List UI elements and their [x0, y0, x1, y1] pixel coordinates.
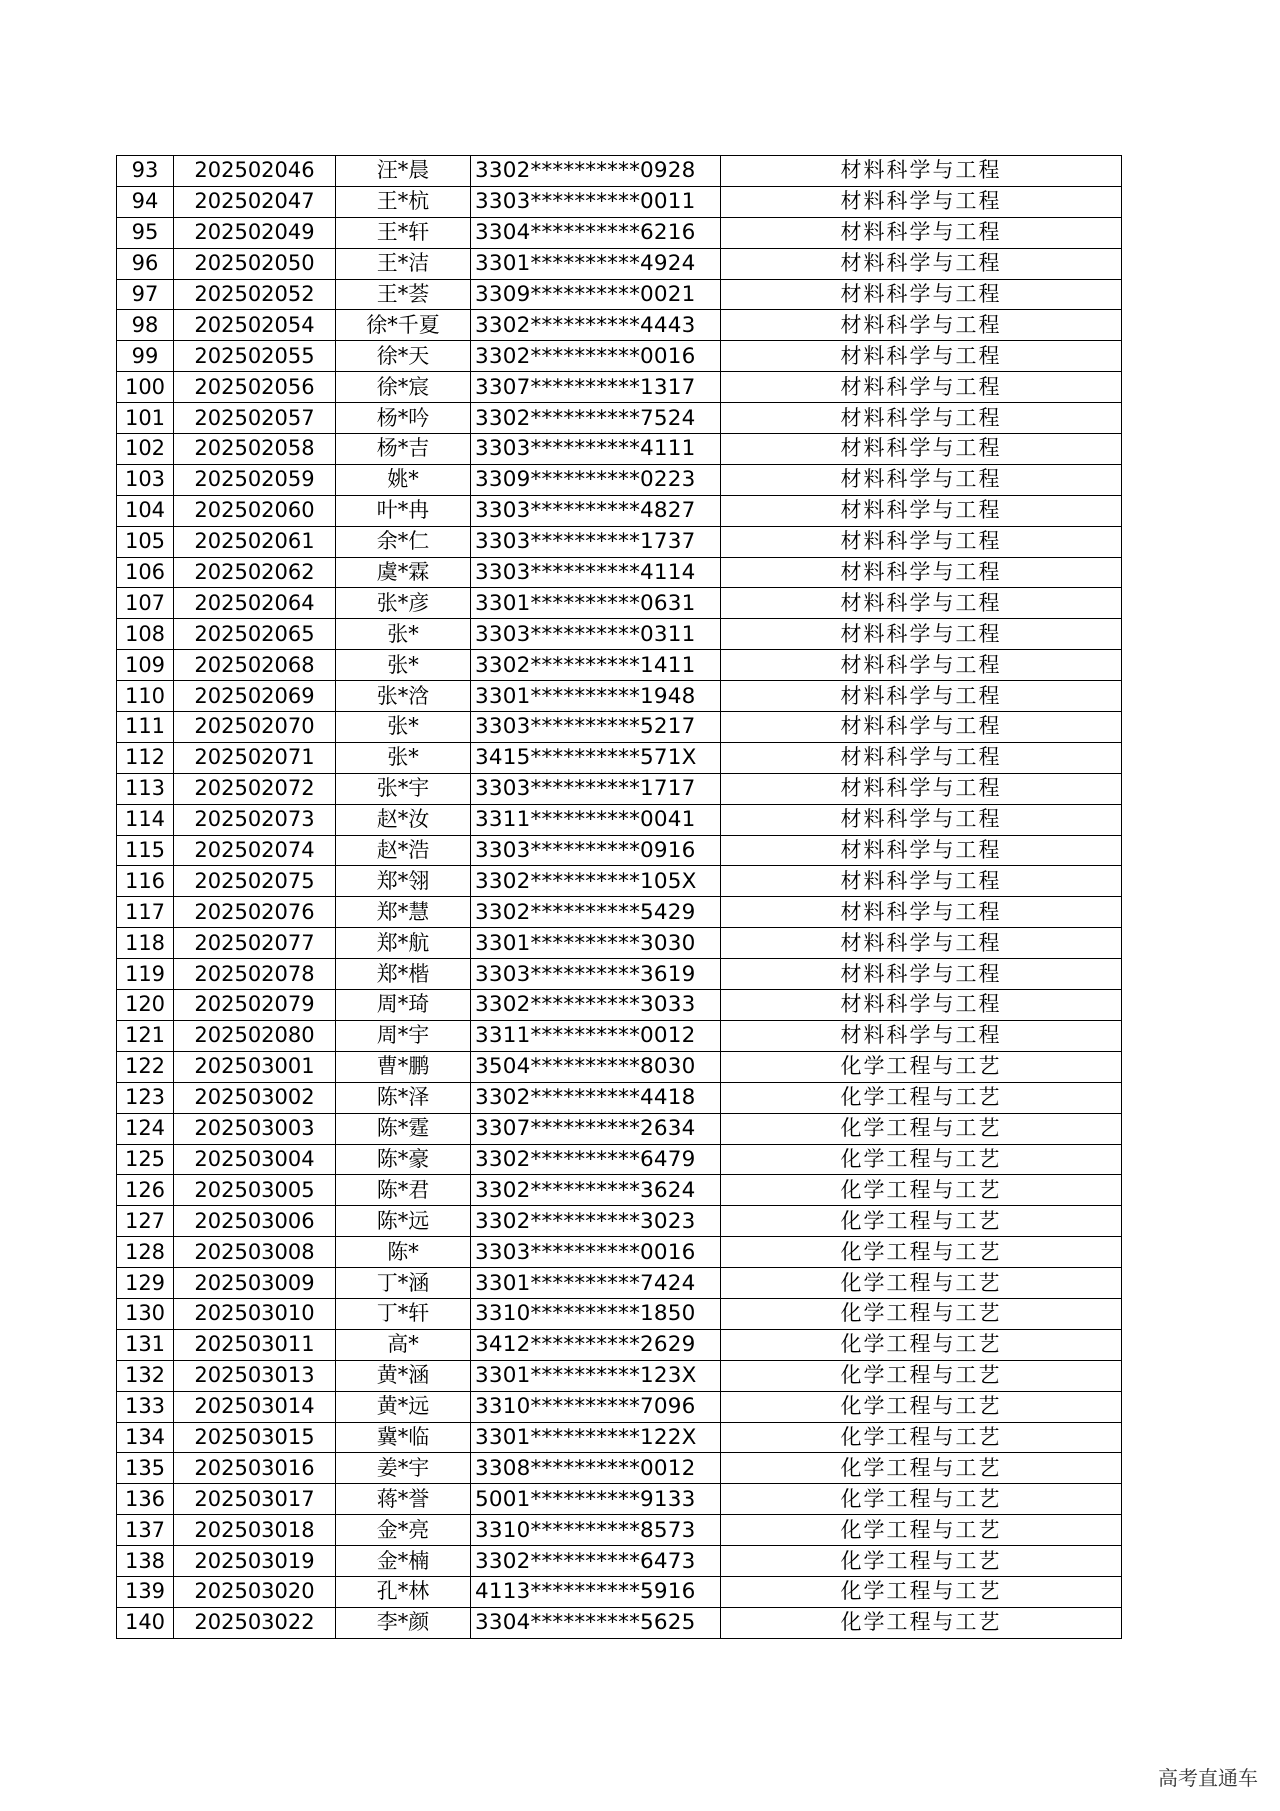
student-name: 姚*	[336, 464, 471, 495]
id-card-number: 3412**********2629	[471, 1329, 721, 1360]
student-id: 202502047	[174, 186, 336, 217]
student-name: 郑*翎	[336, 866, 471, 897]
id-card-number: 3302**********5429	[471, 897, 721, 928]
student-id: 202502059	[174, 464, 336, 495]
id-card-number: 3302**********0016	[471, 341, 721, 372]
major: 化学工程与工艺	[721, 1422, 1122, 1453]
major: 材料科学与工程	[721, 248, 1122, 279]
student-id: 202502060	[174, 495, 336, 526]
id-card-number: 3303**********4827	[471, 495, 721, 526]
id-card-number: 3311**********0012	[471, 1020, 721, 1051]
student-id: 202502077	[174, 928, 336, 959]
major: 化学工程与工艺	[721, 1175, 1122, 1206]
id-card-number: 3309**********0021	[471, 279, 721, 310]
student-name: 黄*远	[336, 1391, 471, 1422]
id-card-number: 3302**********4443	[471, 310, 721, 341]
student-id: 202503015	[174, 1422, 336, 1453]
student-id: 202502074	[174, 835, 336, 866]
major: 材料科学与工程	[721, 866, 1122, 897]
table-row	[117, 650, 1122, 681]
id-card-number: 3302**********6473	[471, 1546, 721, 1577]
row-number: 124	[117, 1113, 174, 1144]
table-row	[117, 1237, 1122, 1268]
major: 化学工程与工艺	[721, 1082, 1122, 1113]
student-id: 202503013	[174, 1360, 336, 1391]
table-row	[117, 217, 1122, 248]
row-number: 129	[117, 1268, 174, 1299]
table-row	[117, 1082, 1122, 1113]
student-name: 丁*轩	[336, 1298, 471, 1329]
row-number: 100	[117, 372, 174, 403]
major: 化学工程与工艺	[721, 1144, 1122, 1175]
major: 化学工程与工艺	[721, 1453, 1122, 1484]
student-name: 徐*千夏	[336, 310, 471, 341]
student-name: 杨*吉	[336, 434, 471, 465]
table-row	[117, 1298, 1122, 1329]
table-row	[117, 526, 1122, 557]
major: 材料科学与工程	[721, 959, 1122, 990]
table-row	[117, 588, 1122, 619]
id-card-number: 3303**********4111	[471, 434, 721, 465]
student-roster-table	[116, 155, 1122, 1639]
student-id: 202502049	[174, 217, 336, 248]
major: 化学工程与工艺	[721, 1515, 1122, 1546]
major: 化学工程与工艺	[721, 1607, 1122, 1638]
id-card-number: 3303**********0011	[471, 186, 721, 217]
student-id: 202503003	[174, 1113, 336, 1144]
row-number: 136	[117, 1484, 174, 1515]
row-number: 104	[117, 495, 174, 526]
major: 材料科学与工程	[721, 217, 1122, 248]
student-id: 202502079	[174, 990, 336, 1021]
id-card-number: 3301**********0631	[471, 588, 721, 619]
major: 化学工程与工艺	[721, 1546, 1122, 1577]
table-row	[117, 310, 1122, 341]
student-name: 陈*豪	[336, 1144, 471, 1175]
id-card-number: 3303**********0916	[471, 835, 721, 866]
major: 化学工程与工艺	[721, 1298, 1122, 1329]
id-card-number: 3302**********6479	[471, 1144, 721, 1175]
major: 化学工程与工艺	[721, 1484, 1122, 1515]
row-number: 131	[117, 1329, 174, 1360]
table-row	[117, 1051, 1122, 1082]
major: 化学工程与工艺	[721, 1113, 1122, 1144]
row-number: 110	[117, 681, 174, 712]
student-id: 202502078	[174, 959, 336, 990]
table-row	[117, 1576, 1122, 1607]
student-id: 202502076	[174, 897, 336, 928]
id-card-number: 3311**********0041	[471, 804, 721, 835]
student-id: 202502062	[174, 557, 336, 588]
major: 材料科学与工程	[721, 588, 1122, 619]
student-name: 王*轩	[336, 217, 471, 248]
student-name: 王*杭	[336, 186, 471, 217]
student-id: 202502075	[174, 866, 336, 897]
student-name: 张*	[336, 650, 471, 681]
major: 化学工程与工艺	[721, 1391, 1122, 1422]
student-id: 202502058	[174, 434, 336, 465]
student-id: 202502046	[174, 156, 336, 187]
row-number: 120	[117, 990, 174, 1021]
id-card-number: 3307**********1317	[471, 372, 721, 403]
row-number: 106	[117, 557, 174, 588]
id-card-number: 3310**********7096	[471, 1391, 721, 1422]
student-id: 202502080	[174, 1020, 336, 1051]
major: 材料科学与工程	[721, 742, 1122, 773]
student-name: 张*	[336, 742, 471, 773]
id-card-number: 3302**********105X	[471, 866, 721, 897]
major: 材料科学与工程	[721, 897, 1122, 928]
student-name: 金*楠	[336, 1546, 471, 1577]
row-number: 103	[117, 464, 174, 495]
major: 材料科学与工程	[721, 990, 1122, 1021]
major: 材料科学与工程	[721, 557, 1122, 588]
major: 化学工程与工艺	[721, 1237, 1122, 1268]
id-card-number: 3309**********0223	[471, 464, 721, 495]
row-number: 138	[117, 1546, 174, 1577]
major: 化学工程与工艺	[721, 1360, 1122, 1391]
table-row	[117, 434, 1122, 465]
student-id: 202503004	[174, 1144, 336, 1175]
table-row	[117, 1175, 1122, 1206]
id-card-number: 3310**********8573	[471, 1515, 721, 1546]
table-row	[117, 557, 1122, 588]
major: 材料科学与工程	[721, 464, 1122, 495]
table-row	[117, 341, 1122, 372]
table-row	[117, 1020, 1122, 1051]
row-number: 97	[117, 279, 174, 310]
row-number: 118	[117, 928, 174, 959]
row-number: 117	[117, 897, 174, 928]
student-id: 202503022	[174, 1607, 336, 1638]
student-name: 王*洁	[336, 248, 471, 279]
student-id: 202502073	[174, 804, 336, 835]
table-row	[117, 1422, 1122, 1453]
major: 材料科学与工程	[721, 341, 1122, 372]
id-card-number: 3308**********0012	[471, 1453, 721, 1484]
student-name: 赵*浩	[336, 835, 471, 866]
student-name: 张*彦	[336, 588, 471, 619]
major: 材料科学与工程	[721, 835, 1122, 866]
id-card-number: 3415**********571X	[471, 742, 721, 773]
roster-body	[117, 156, 1122, 1639]
id-card-number: 3302**********1411	[471, 650, 721, 681]
table-row	[117, 186, 1122, 217]
table-row	[117, 1546, 1122, 1577]
row-number: 99	[117, 341, 174, 372]
student-name: 周*宇	[336, 1020, 471, 1051]
table-row	[117, 681, 1122, 712]
major: 材料科学与工程	[721, 650, 1122, 681]
student-name: 黄*涵	[336, 1360, 471, 1391]
id-card-number: 3301**********7424	[471, 1268, 721, 1299]
student-name: 赵*汝	[336, 804, 471, 835]
id-card-number: 3303**********1717	[471, 773, 721, 804]
row-number: 95	[117, 217, 174, 248]
student-name: 徐*宸	[336, 372, 471, 403]
row-number: 112	[117, 742, 174, 773]
student-name: 冀*临	[336, 1422, 471, 1453]
table-row	[117, 1360, 1122, 1391]
table-row	[117, 1391, 1122, 1422]
student-id: 202502070	[174, 712, 336, 743]
student-id: 202503002	[174, 1082, 336, 1113]
major: 材料科学与工程	[721, 186, 1122, 217]
major: 材料科学与工程	[721, 372, 1122, 403]
row-number: 101	[117, 403, 174, 434]
table-row	[117, 712, 1122, 743]
student-id: 202503006	[174, 1206, 336, 1237]
id-card-number: 3304**********5625	[471, 1607, 721, 1638]
major: 材料科学与工程	[721, 804, 1122, 835]
student-name: 郑*慧	[336, 897, 471, 928]
student-id: 202503008	[174, 1237, 336, 1268]
major: 化学工程与工艺	[721, 1576, 1122, 1607]
student-name: 余*仁	[336, 526, 471, 557]
row-number: 123	[117, 1082, 174, 1113]
major: 材料科学与工程	[721, 310, 1122, 341]
id-card-number: 3303**********0311	[471, 619, 721, 650]
student-name: 陈*远	[336, 1206, 471, 1237]
id-card-number: 3307**********2634	[471, 1113, 721, 1144]
id-card-number: 3302**********0928	[471, 156, 721, 187]
row-number: 140	[117, 1607, 174, 1638]
student-id: 202502056	[174, 372, 336, 403]
student-id: 202503011	[174, 1329, 336, 1360]
table-row	[117, 1515, 1122, 1546]
table-row	[117, 990, 1122, 1021]
student-name: 汪*晨	[336, 156, 471, 187]
id-card-number: 5001**********9133	[471, 1484, 721, 1515]
student-name: 蒋*誉	[336, 1484, 471, 1515]
student-id: 202503016	[174, 1453, 336, 1484]
row-number: 107	[117, 588, 174, 619]
id-card-number: 3303**********0016	[471, 1237, 721, 1268]
student-name: 高*	[336, 1329, 471, 1360]
id-card-number: 3303**********5217	[471, 712, 721, 743]
student-name: 郑*楷	[336, 959, 471, 990]
student-name: 丁*涵	[336, 1268, 471, 1299]
table-row	[117, 1268, 1122, 1299]
major: 材料科学与工程	[721, 681, 1122, 712]
major: 材料科学与工程	[721, 928, 1122, 959]
table-row	[117, 279, 1122, 310]
major: 材料科学与工程	[721, 712, 1122, 743]
table-row	[117, 897, 1122, 928]
id-card-number: 3302**********7524	[471, 403, 721, 434]
row-number: 108	[117, 619, 174, 650]
row-number: 119	[117, 959, 174, 990]
student-name: 杨*吟	[336, 403, 471, 434]
major: 材料科学与工程	[721, 619, 1122, 650]
student-name: 孔*林	[336, 1576, 471, 1607]
student-id: 202502065	[174, 619, 336, 650]
row-number: 94	[117, 186, 174, 217]
id-card-number: 3301**********3030	[471, 928, 721, 959]
row-number: 122	[117, 1051, 174, 1082]
table-row	[117, 1453, 1122, 1484]
row-number: 139	[117, 1576, 174, 1607]
student-name: 虞*霖	[336, 557, 471, 588]
student-id: 202502055	[174, 341, 336, 372]
table-row	[117, 372, 1122, 403]
table-row	[117, 1607, 1122, 1638]
student-name: 李*颜	[336, 1607, 471, 1638]
row-number: 133	[117, 1391, 174, 1422]
table-row	[117, 1206, 1122, 1237]
major: 材料科学与工程	[721, 773, 1122, 804]
row-number: 135	[117, 1453, 174, 1484]
major: 材料科学与工程	[721, 1020, 1122, 1051]
table-row	[117, 866, 1122, 897]
id-card-number: 3303**********1737	[471, 526, 721, 557]
major: 化学工程与工艺	[721, 1329, 1122, 1360]
row-number: 102	[117, 434, 174, 465]
row-number: 127	[117, 1206, 174, 1237]
row-number: 121	[117, 1020, 174, 1051]
row-number: 114	[117, 804, 174, 835]
student-name: 曹*鹏	[336, 1051, 471, 1082]
row-number: 128	[117, 1237, 174, 1268]
table-row	[117, 835, 1122, 866]
student-name: 张*浛	[336, 681, 471, 712]
student-name: 陈*泽	[336, 1082, 471, 1113]
row-number: 137	[117, 1515, 174, 1546]
row-number: 126	[117, 1175, 174, 1206]
id-card-number: 3303**********3619	[471, 959, 721, 990]
student-id: 202503014	[174, 1391, 336, 1422]
student-id: 202502050	[174, 248, 336, 279]
row-number: 116	[117, 866, 174, 897]
student-id: 202503010	[174, 1298, 336, 1329]
row-number: 98	[117, 310, 174, 341]
student-name: 张*宇	[336, 773, 471, 804]
student-id: 202502054	[174, 310, 336, 341]
student-id: 202502052	[174, 279, 336, 310]
major: 材料科学与工程	[721, 156, 1122, 187]
major: 化学工程与工艺	[721, 1051, 1122, 1082]
student-id: 202502057	[174, 403, 336, 434]
table-row	[117, 619, 1122, 650]
student-id: 202503005	[174, 1175, 336, 1206]
student-name: 姜*宇	[336, 1453, 471, 1484]
id-card-number: 3303**********4114	[471, 557, 721, 588]
row-number: 109	[117, 650, 174, 681]
id-card-number: 3301**********1948	[471, 681, 721, 712]
student-id: 202503020	[174, 1576, 336, 1607]
table-row	[117, 495, 1122, 526]
table-row	[117, 403, 1122, 434]
id-card-number: 4113**********5916	[471, 1576, 721, 1607]
student-name: 金*亮	[336, 1515, 471, 1546]
major: 材料科学与工程	[721, 403, 1122, 434]
table-row	[117, 1484, 1122, 1515]
row-number: 132	[117, 1360, 174, 1391]
student-name: 陈*君	[336, 1175, 471, 1206]
major: 材料科学与工程	[721, 434, 1122, 465]
major: 化学工程与工艺	[721, 1206, 1122, 1237]
student-id: 202502072	[174, 773, 336, 804]
major: 化学工程与工艺	[721, 1268, 1122, 1299]
student-id: 202503017	[174, 1484, 336, 1515]
row-number: 96	[117, 248, 174, 279]
student-name: 张*	[336, 619, 471, 650]
student-name: 叶*冉	[336, 495, 471, 526]
id-card-number: 3302**********3033	[471, 990, 721, 1021]
row-number: 130	[117, 1298, 174, 1329]
id-card-number: 3304**********6216	[471, 217, 721, 248]
major: 材料科学与工程	[721, 526, 1122, 557]
student-name: 周*琦	[336, 990, 471, 1021]
major: 材料科学与工程	[721, 279, 1122, 310]
id-card-number: 3301**********122X	[471, 1422, 721, 1453]
row-number: 105	[117, 526, 174, 557]
student-id: 202503019	[174, 1546, 336, 1577]
student-id: 202502064	[174, 588, 336, 619]
student-id: 202503001	[174, 1051, 336, 1082]
major: 材料科学与工程	[721, 495, 1122, 526]
id-card-number: 3301**********123X	[471, 1360, 721, 1391]
table-row	[117, 1329, 1122, 1360]
table-row	[117, 1113, 1122, 1144]
row-number: 125	[117, 1144, 174, 1175]
row-number: 113	[117, 773, 174, 804]
student-name: 陈*霆	[336, 1113, 471, 1144]
id-card-number: 3310**********1850	[471, 1298, 721, 1329]
student-id: 202502071	[174, 742, 336, 773]
student-name: 陈*	[336, 1237, 471, 1268]
student-name: 王*荟	[336, 279, 471, 310]
student-name: 张*	[336, 712, 471, 743]
id-card-number: 3302**********3624	[471, 1175, 721, 1206]
table-row	[117, 156, 1122, 187]
student-id: 202502068	[174, 650, 336, 681]
row-number: 134	[117, 1422, 174, 1453]
table-row	[117, 742, 1122, 773]
id-card-number: 3504**********8030	[471, 1051, 721, 1082]
student-name: 郑*航	[336, 928, 471, 959]
row-number: 111	[117, 712, 174, 743]
table-row	[117, 959, 1122, 990]
table-row	[117, 804, 1122, 835]
table-row	[117, 928, 1122, 959]
id-card-number: 3302**********4418	[471, 1082, 721, 1113]
table-row	[117, 464, 1122, 495]
row-number: 93	[117, 156, 174, 187]
watermark: 高考直通车	[1158, 1766, 1258, 1790]
id-card-number: 3302**********3023	[471, 1206, 721, 1237]
table-row	[117, 248, 1122, 279]
id-card-number: 3301**********4924	[471, 248, 721, 279]
student-id: 202503009	[174, 1268, 336, 1299]
student-name: 徐*天	[336, 341, 471, 372]
student-id: 202502061	[174, 526, 336, 557]
table-row	[117, 1144, 1122, 1175]
student-id: 202503018	[174, 1515, 336, 1546]
row-number: 115	[117, 835, 174, 866]
table-row	[117, 773, 1122, 804]
student-id: 202502069	[174, 681, 336, 712]
